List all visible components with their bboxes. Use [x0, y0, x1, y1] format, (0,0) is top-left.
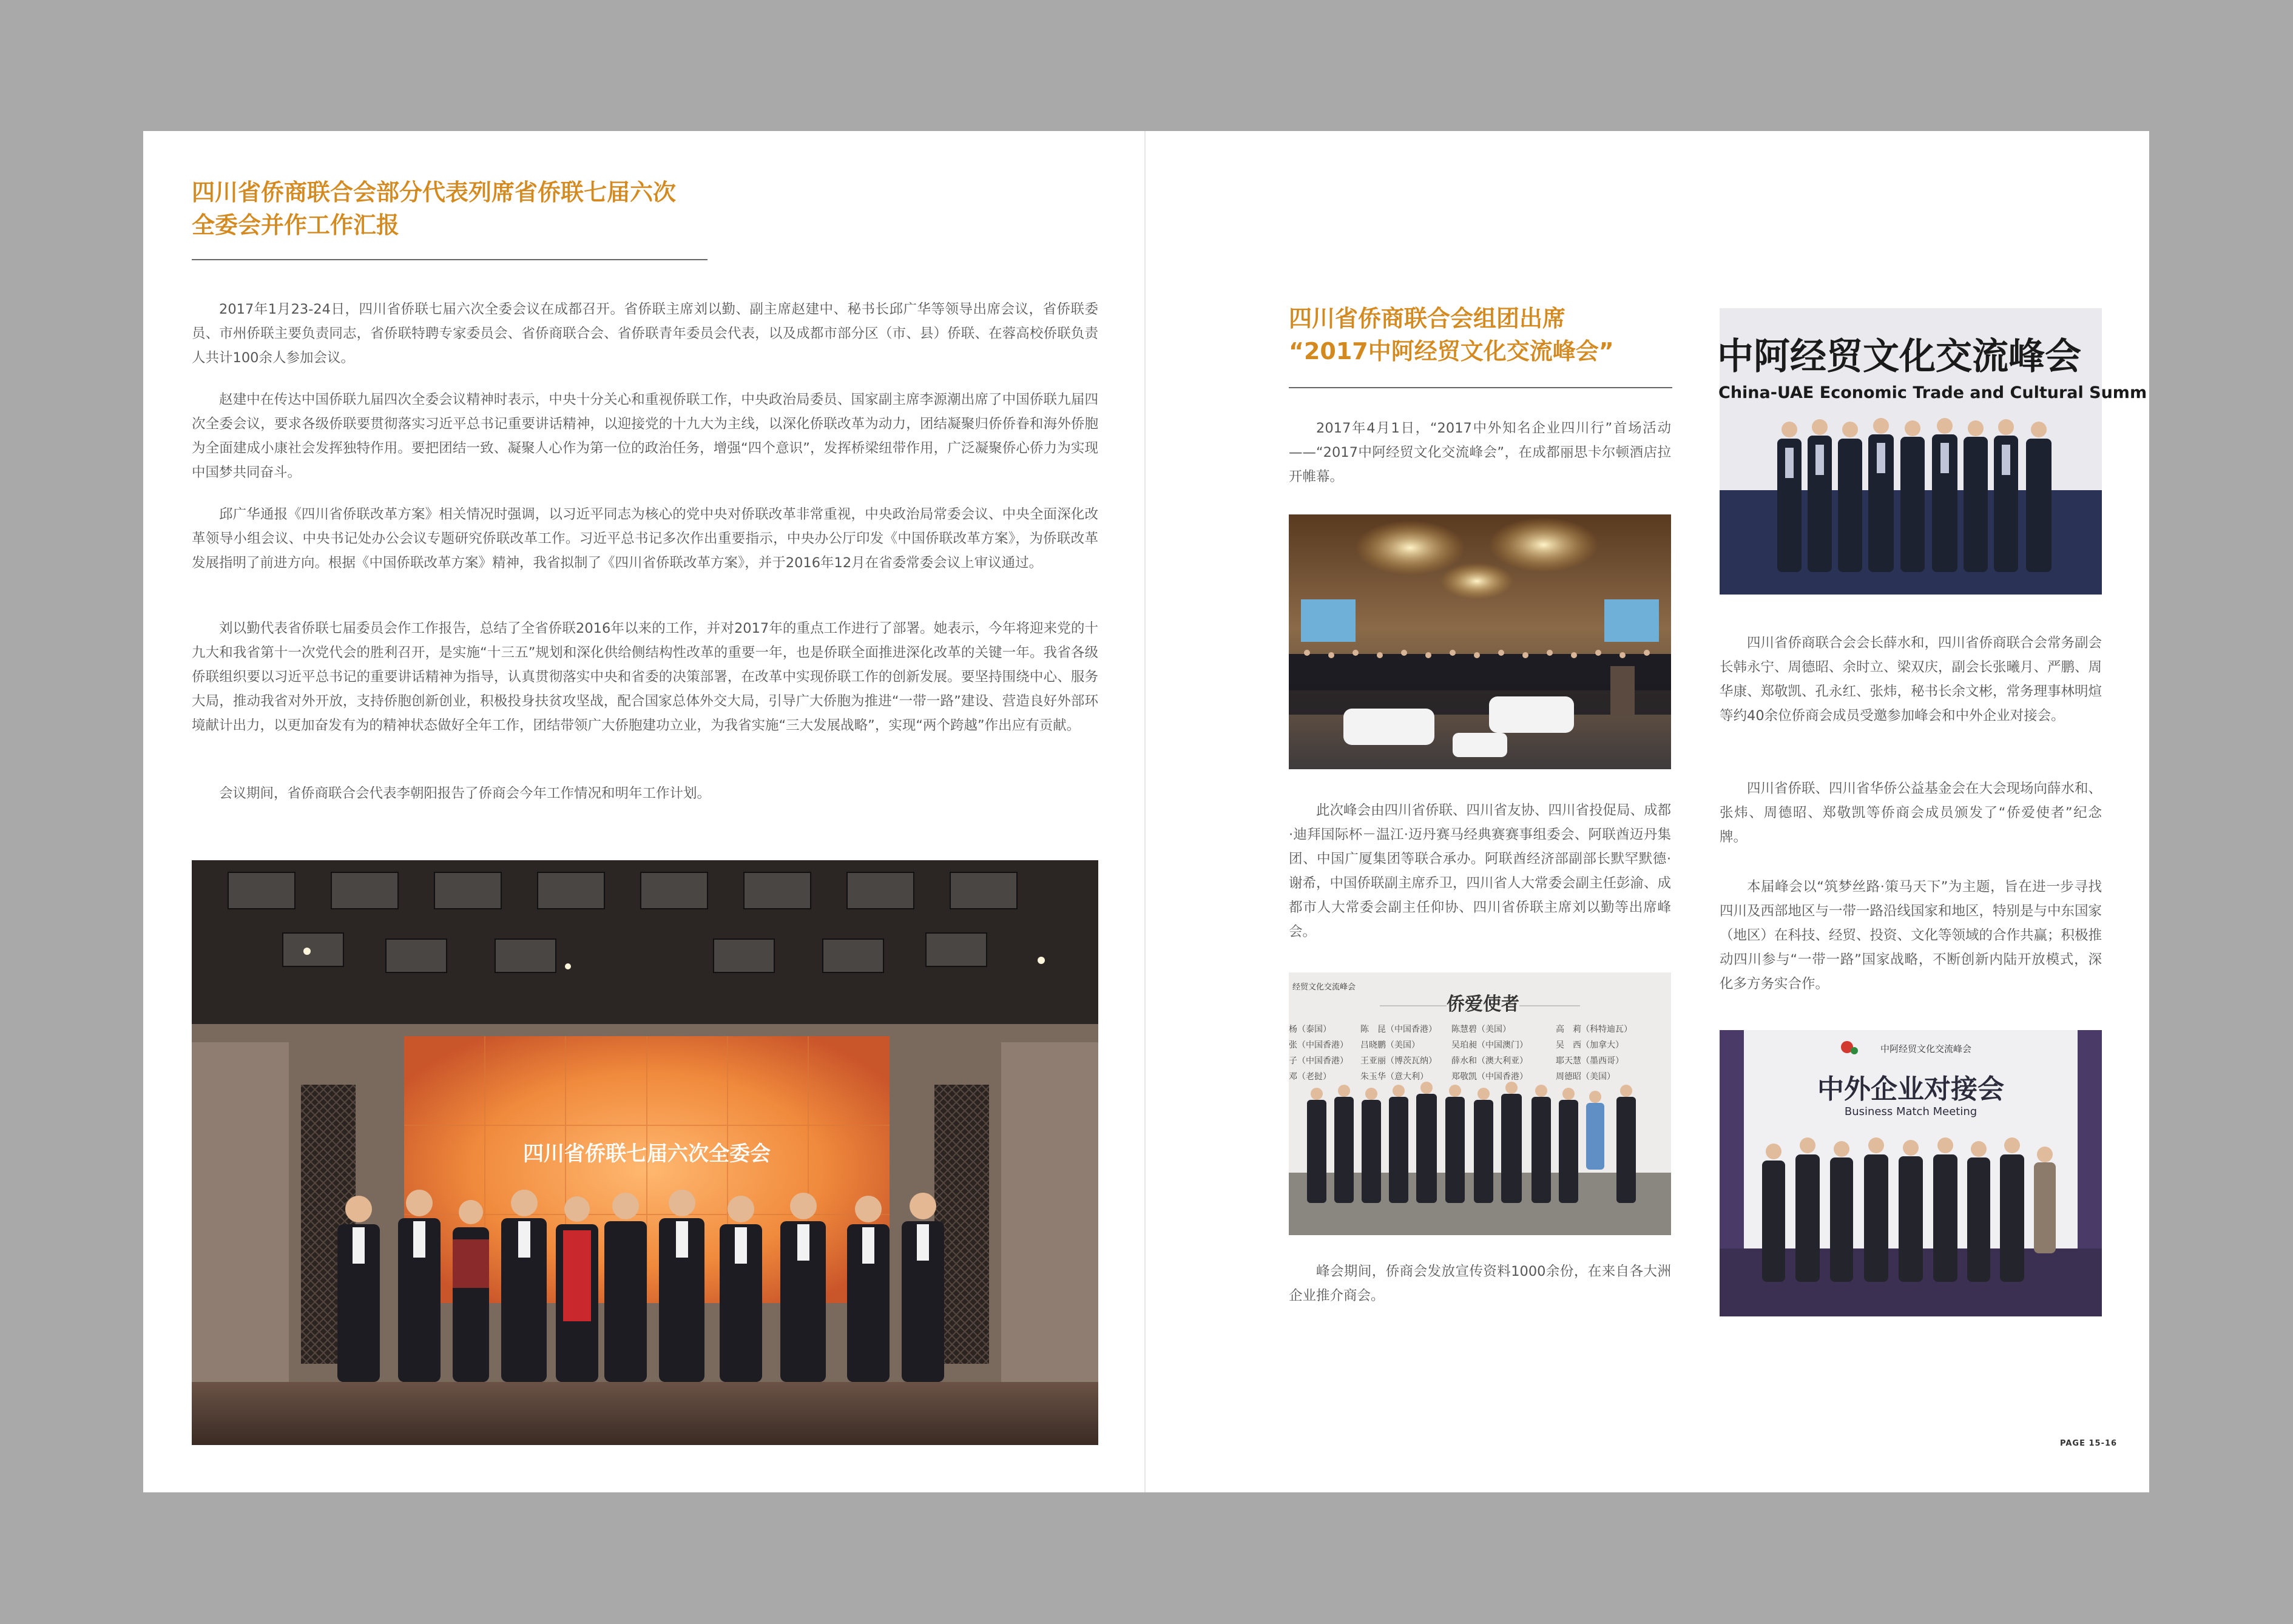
right-title-divider — [1289, 387, 1672, 388]
award-name-d2: 吴 西（加拿大） — [1556, 1040, 1624, 1050]
award-name-a2: 张（中国香港） — [1289, 1040, 1348, 1050]
award-name-c3: 薛水和（澳大利亚） — [1451, 1056, 1528, 1066]
summit-audience-photo — [1289, 514, 1671, 769]
left-paragraph-5: 会议期间，省侨商联合会代表李朝阳报告了侨商会今年工作情况和明年工作计划。 — [219, 786, 711, 801]
award-name-b3: 王亚丽（博茨瓦纳） — [1360, 1056, 1437, 1066]
left-paragraph-4: 刘以勤代表省侨联七届委员会作工作报告，总结了全省侨联2016年以来的工作，并对2017年的重点工作进行了部署。她表示，今年将迎来党的十九大和我省第十一次党代会的胜利召开，是实施“十三五”规划和深化供给侧结构性改革的重要一年，也是侨联全面推进深化改革的关键一年。我省各级侨联组织要以习近平总书记的重要讲话精神为指导，认真贯彻落实中央和省委的决策部署，在改革中实现侨联工作的创新发展。要坚持围绕中心、服务大局，推动我省对外开放，支持侨胞创新创业，积极投身扶贫攻坚战，配合国家总体外交大局，引导广大侨胞为推进“一带一路”建设、营造良好外部环境献计出力，以更加奋发有为的精神状态做好全年工作，团结带领广大侨胞建功立业，为我省实施“三大发展战略”，实现“两个跨越”作出应有贡献。 — [192, 621, 1098, 733]
award-name-c4: 郑敬凯（中国香港） — [1451, 1072, 1528, 1082]
match-meeting-small-header: 中阿经贸文化交流峰会 — [1880, 1043, 1972, 1054]
left-title-line-1: 四川省侨商联合会部分代表列席省侨联七届六次 — [192, 179, 677, 206]
right-col1-paragraph-2: 此次峰会由四川省侨联、四川省友协、四川省投促局、成都·迪拜国际杯－温江·迈丹赛马经典赛赛事组委会、阿联酋迈丹集团、中国广厦集团等联合承办。阿联酋经济部副部长默罕默德·谢希，中国侨联副主席乔卫，四川省人大常委会副主任彭渝、成都市人大常委会副主任仰协、四川省侨联主席刘以勤等出席峰会。 — [1289, 803, 1672, 940]
award-name-a1: 杨（泰国） — [1289, 1025, 1331, 1034]
match-meeting-title-cn: 中外企业对接会 — [1817, 1074, 2004, 1105]
award-name-b4: 朱玉华（意大利） — [1360, 1072, 1428, 1082]
page-number: PAGE 15-16 — [2060, 1439, 2118, 1448]
award-board-small-header: 经贸文化交流峰会 — [1292, 983, 1356, 992]
award-name-c1: 陈慧碧（美国） — [1451, 1025, 1511, 1034]
left-article-title — [192, 176, 738, 241]
right-article-title — [1289, 302, 1677, 368]
award-name-a3: 子（中国香港） — [1289, 1056, 1348, 1066]
summit-backdrop-group-photo — [1717, 308, 2147, 595]
summit-backdrop-title-cn: 中阿经贸文化交流峰会 — [1717, 335, 2081, 378]
right-col1-paragraph-1: 2017年4月1日，“2017中外知名企业四川行”首场活动——“2017中阿经贸文化交流峰会”，在成都丽思卡尔顿酒店拉开帷幕。 — [1289, 420, 1671, 485]
award-name-d4: 周德昭（美国） — [1556, 1072, 1615, 1082]
right-col2-paragraph-2: 四川省侨联、四川省华侨公益基金会在大会现场向薛水和、张炜、周德昭、郑敬凯等侨商会成员颁发了“侨爱使者”纪念牌。 — [1720, 781, 2102, 845]
business-match-meeting-photo — [1720, 1030, 2102, 1316]
summit-backdrop-title-en: China-UAE Economic Trade and Cultural Summ — [1718, 383, 2147, 402]
qiao-ai-envoy-award-photo — [1289, 972, 1671, 1235]
award-name-b1: 陈 昆（中国香港） — [1360, 1025, 1437, 1034]
left-paragraph-1: 2017年1月23-24日，四川省侨联七届六次全委会议在成都召开。省侨联主席刘以勤、副主席赵建中、秘书长邱广华等领导出席会议，省侨联委员、市州侨联主要负责同志，省侨联特聘专家委员会、省侨商联合会、省侨联青年委员会代表，以及成都市部分区（市、县）侨联、在蓉高校侨联负责人共计100余人参加会议。 — [192, 302, 1098, 366]
right-col1-paragraph-3: 峰会期间，侨商会发放宣传资料1000余份，在来自各大洲企业推介商会。 — [1289, 1264, 1671, 1304]
right-title-line-2: “2017中阿经贸文化交流峰会” — [1289, 338, 1614, 365]
right-col2-paragraph-1: 四川省侨商联合会会长薛水和，四川省侨商联合会常务副会长韩永宁、周德昭、余时立、梁双庆，副会长张曦月、严鹏、周华康、郑敬凯、孔永红、张炜，秘书长余文彬，常务理事林明煊等约40余位侨商会成员受邀参加峰会和中外企业对接会。 — [1720, 635, 2102, 724]
screen-banner-text: 四川省侨联七届六次全委会 — [523, 1142, 771, 1166]
right-col2-paragraph-3: 本届峰会以“筑梦丝路·策马天下”为主题，旨在进一步寻找四川及西部地区与一带一路沿线国家和地区，特别是与中东国家（地区）在科技、经贸、投资、文化等领域的合作共赢；积极推动四川参与“一带一路”国家战略，不断创新内陆开放模式，深化多方务实合作。 — [1720, 879, 2102, 992]
left-paragraph-3: 邱广华通报《四川省侨联改革方案》相关情况时强调，以习近平同志为核心的党中央对侨联改革非常重视，中央政治局常委会议、中央全面深化改革领导小组会议、中央书记处办公会议专题研究侨联改革工作。习近平总书记多次作出重要指示，中央办公厅印发《中国侨联改革方案》，为侨联改革发展指明了前进方向。根据《中国侨联改革方案》精神，我省拟制了《四川省侨联改革方案》，并于2016年12月在省委常委会议上审议通过。 — [192, 507, 1098, 571]
match-meeting-title-en: Business Match Meeting — [1844, 1105, 1977, 1118]
award-name-a4: 邓（老挝） — [1289, 1072, 1331, 1082]
award-name-d1: 高 莉（科特迪瓦） — [1556, 1025, 1632, 1034]
left-title-divider — [192, 259, 707, 260]
award-name-c2: 吴珀昶（中国澳门） — [1451, 1040, 1528, 1050]
left-paragraph-2: 赵建中在传达中国侨联九届四次全委会议精神时表示，中央十分关心和重视侨联工作，中央政治局委员、国家副主席李源潮出席了中国侨联九届四次全委会议，要求各级侨联要贯彻落实习近平总书记重要讲话精神，以迎接党的十九大为主线，以深化侨联改革为动力，团结凝聚归侨侨眷和海外侨胞为全面建成小康社会发挥独特作用。要把团结一致、凝聚人心作为第一位的政治任务，增强“四个意识”，发挥桥梁纽带作用，广泛凝聚侨心侨力为实现中国梦共同奋斗。 — [192, 392, 1098, 480]
left-title-line-2: 全委会并作工作汇报 — [192, 212, 400, 238]
right-title-line-1: 四川省侨商联合会组团出席 — [1289, 305, 1566, 332]
page-spine — [1144, 131, 1146, 1492]
award-name-d3: 耶天慧（墨西哥） — [1556, 1056, 1624, 1066]
award-board-heading: 侨爱使者 — [1447, 994, 1519, 1015]
award-name-b2: 吕晓鹏（美国） — [1360, 1040, 1420, 1050]
plenary-group-photo — [192, 860, 1098, 1445]
